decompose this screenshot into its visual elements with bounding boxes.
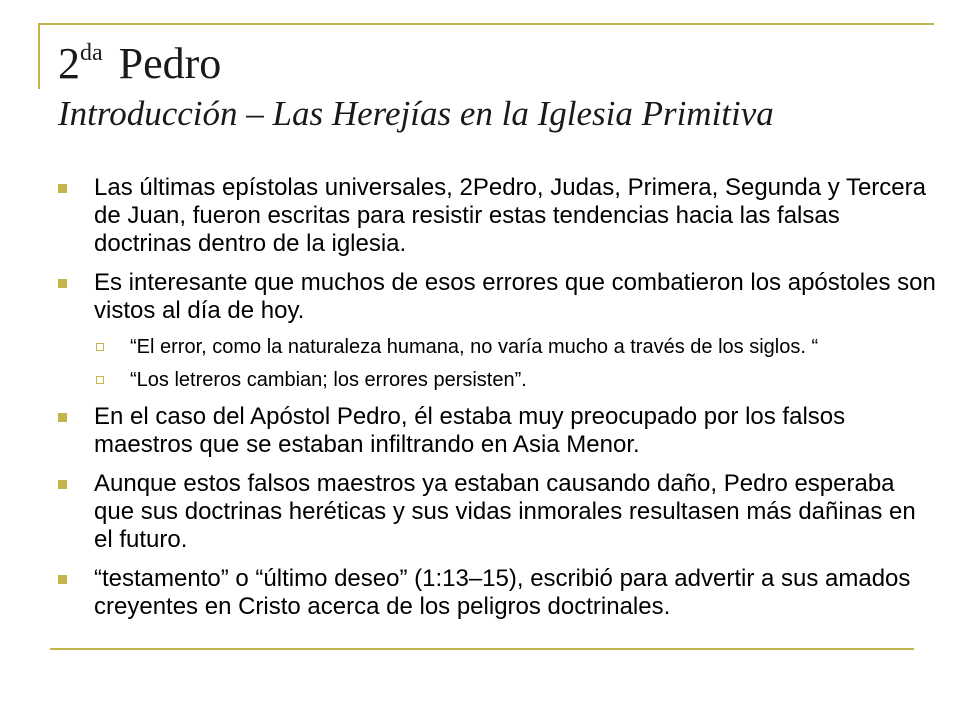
bullet-list — [58, 174, 938, 632]
square-bullet-icon — [58, 279, 67, 288]
title-book: Pedro — [118, 39, 222, 88]
bottom-rule — [50, 648, 914, 650]
bullet-text: “testamento” o “último deseo” (1:13–15), escribió para advertir a sus amados creyentes en Cristo acerca de los peligros doctrinales. — [94, 565, 911, 620]
left-rule — [38, 23, 40, 89]
bullet-item-2 — [58, 269, 938, 392]
hollow-square-bullet-icon — [96, 376, 104, 384]
title-superscript: da — [80, 40, 103, 66]
bullet-text: Aunque estos falsos maestros ya estaban causando daño, Pedro esperaba que sus doctrinas heréticas y sus vidas inmorales resultasen más dañinas en el futuro. — [94, 470, 916, 553]
hollow-square-bullet-icon — [96, 343, 104, 351]
bullet-item-1 — [58, 174, 938, 258]
square-bullet-icon — [58, 575, 67, 584]
square-bullet-icon — [58, 413, 67, 422]
sub-bullet-item-1 — [94, 335, 938, 359]
square-bullet-icon — [58, 184, 67, 193]
bullet-text: En el caso del Apóstol Pedro, él estaba muy preocupado por los falsos maestros que se estaban infiltrando en Asia Menor. — [94, 403, 846, 458]
sub-bullet-list — [94, 335, 938, 392]
square-bullet-icon — [58, 480, 67, 489]
title-main — [58, 38, 774, 90]
bullet-item-4 — [58, 470, 938, 554]
title-subtitle: Introducción – Las Herejías en la Iglesia Primitiva — [58, 94, 774, 133]
bullet-text: Es interesante que muchos de esos errores que combatieron los apóstoles son vistos al día de hoy. — [94, 269, 936, 324]
sub-bullet-text: “Los letreros cambian; los errores persisten”. — [130, 369, 527, 391]
slide-title — [58, 38, 774, 136]
bullet-item-3 — [58, 403, 938, 459]
top-rule — [38, 23, 934, 25]
title-number: 2 — [58, 39, 80, 88]
sub-bullet-text: “El error, como la naturaleza humana, no varía mucho a través de los siglos. “ — [130, 336, 819, 358]
bullet-text: Las últimas epístolas universales, 2Pedro, Judas, Primera, Segunda y Tercera de Juan, fueron escritas para resistir estas tendencias hacia las falsas doctrinas dentro de la iglesia. — [94, 174, 926, 257]
bullet-item-5 — [58, 565, 938, 621]
sub-bullet-item-2 — [94, 368, 938, 392]
